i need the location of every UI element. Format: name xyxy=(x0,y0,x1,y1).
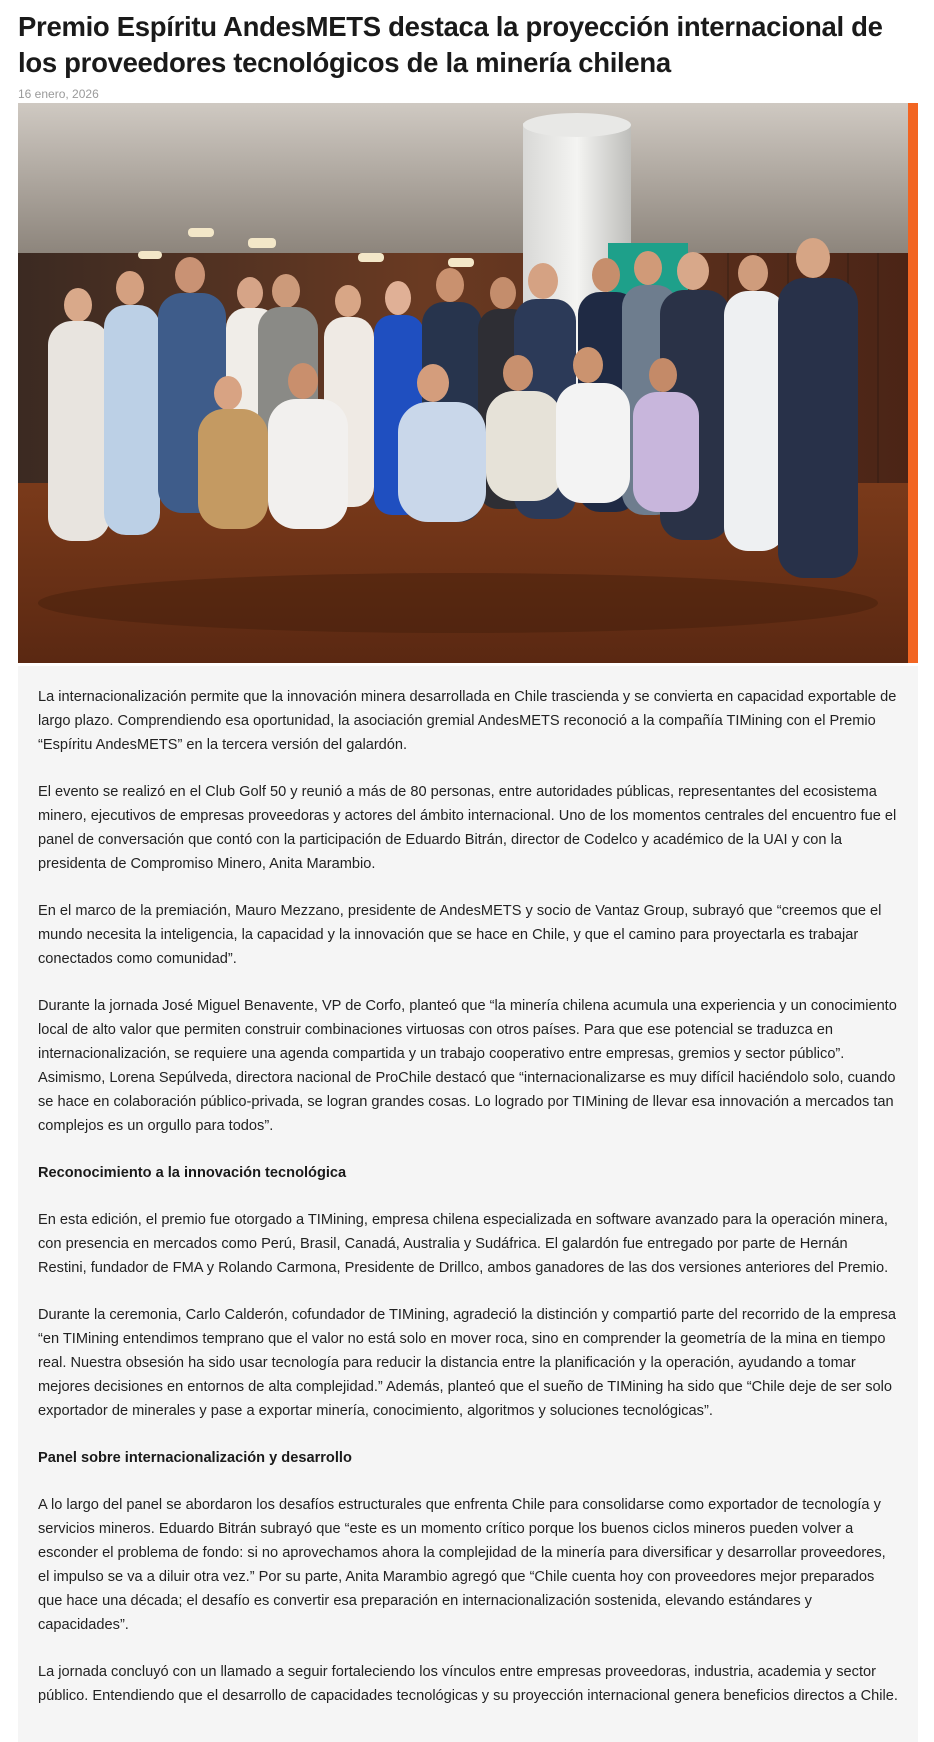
paragraph: La internacionalización permite que la innovación minera desarrollada en Chile trascienda y se convierta en capacidad exportable de largo plazo. Comprendiendo esa oportunidad, la asociación gremial AndesMETS reconoció a la compañía TIMining con el Premio “Espíritu AndesMETS” en la tercera versión del galardón. xyxy=(38,689,897,753)
paragraph: El evento se realizó en el Club Golf 50 y reunió a más de 80 personas, entre autoridades públicas, representantes del ecosistema minero, ejecutivos de empresas proveedoras y actores del ámbito internacional. Uno de los momentos centrales del encuentro fue el panel de conversación que contó con la participación de Eduardo Bitrán, director de Codelco y académico de la UAI y con la presidenta de Compromiso Minero, Anita Marambio. xyxy=(38,784,897,872)
section-heading: Panel sobre internacionalización y desarrollo xyxy=(38,1450,352,1466)
article-title: Premio Espíritu AndesMETS destaca la proyección internacional de los proveedores tecnológicos de la minería chilena xyxy=(18,11,883,78)
paragraph: La jornada concluyó con un llamado a seguir fortaleciendo los vínculos entre empresas proveedoras, industria, academia y sector público. Entendiendo que el desarrollo de capacidades tecnológicas y su proyección internacional genera beneficios directos a Chile. xyxy=(38,1664,898,1704)
article xyxy=(18,0,918,1704)
hero-photo xyxy=(18,103,918,663)
accent-bar xyxy=(908,103,918,663)
article-body xyxy=(18,666,918,1742)
paragraph: Durante la ceremonia, Carlo Calderón, cofundador de TIMining, agradeció la distinción y compartió parte del recorrido de la empresa “en TIMining entendimos temprano que el valor no está solo en mover roca, sino en comprender la geometría de la mina en tiempo real. Nuestra obsesión ha sido usar tecnología para reducir la distancia entre la planificación y la operación, ayudando a tomar mejores decisiones en entornos de alta complejidad.” Además, planteó que el sueño de TIMining ha sido que “Chile deje de ser solo exportador de minerales y pase a exportar minería, conocimiento, algoritmos y soluciones tecnológicas”. xyxy=(38,1307,896,1419)
paragraph: En esta edición, el premio fue otorgado a TIMining, empresa chilena especializada en software avanzado para la operación minera, con presencia en mercados como Perú, Brasil, Canadá, Australia y Sudáfrica. El galardón fue entregado por parte de Hernán Restini, fundador de FMA y Rolando Carmona, Presidente de Drillco, ambos ganadores de las dos versiones anteriores del Premio. xyxy=(38,1212,889,1276)
publish-date: 16 enero, 2026 xyxy=(18,87,99,101)
paragraph: Durante la jornada José Miguel Benavente, VP de Corfo, planteó que “la minería chilena acumula una experiencia y un conocimiento local de alto valor que permiten construir combinaciones virtuosas con otros países. Para que ese potencial se traduzca en internacionalización, se requiere una agenda compartida y un trabajo cooperativo entre empresas, gremios y sector público”. Asimismo, Lorena Sepúlveda, directora nacional de ProChile destacó que “internacionalizarse es muy difícil haciéndolo solo, cuando se hace en colaboración público-privada, se logran grandes cosas. Lo logrado por TIMining de llevar esa innovación a mercados tan complejos es un orgullo para todos”. xyxy=(38,998,897,1134)
group-photo-image xyxy=(18,103,918,663)
section-heading: Reconocimiento a la innovación tecnológica xyxy=(38,1165,347,1181)
paragraph: En el marco de la premiación, Mauro Mezzano, presidente de AndesMETS y socio de Vantaz Group, subrayó que “creemos que el mundo necesita la inteligencia, la capacidad y la innovación que se hace en Chile, y que el camino para proyectarla es trabajar conectados como comunidad”. xyxy=(38,903,882,967)
paragraph: A lo largo del panel se abordaron los desafíos estructurales que enfrenta Chile para consolidarse como exportador de tecnología y servicios mineros. Eduardo Bitrán subrayó que “este es un momento crítico porque los buenos ciclos mineros pueden volver a esconder el problema de fondo: si no aprovechamos ahora la complejidad de la minería para diversificar y desarrollar proveedores, el impulso se va a diluir otra vez.” Por su parte, Anita Marambio agregó que “Chile cuenta hoy con proveedores mejor preparados que hace una década; el desafío es convertir esa preparación en internacionalización sostenida, elevando estándares y capacidades”. xyxy=(38,1497,886,1633)
